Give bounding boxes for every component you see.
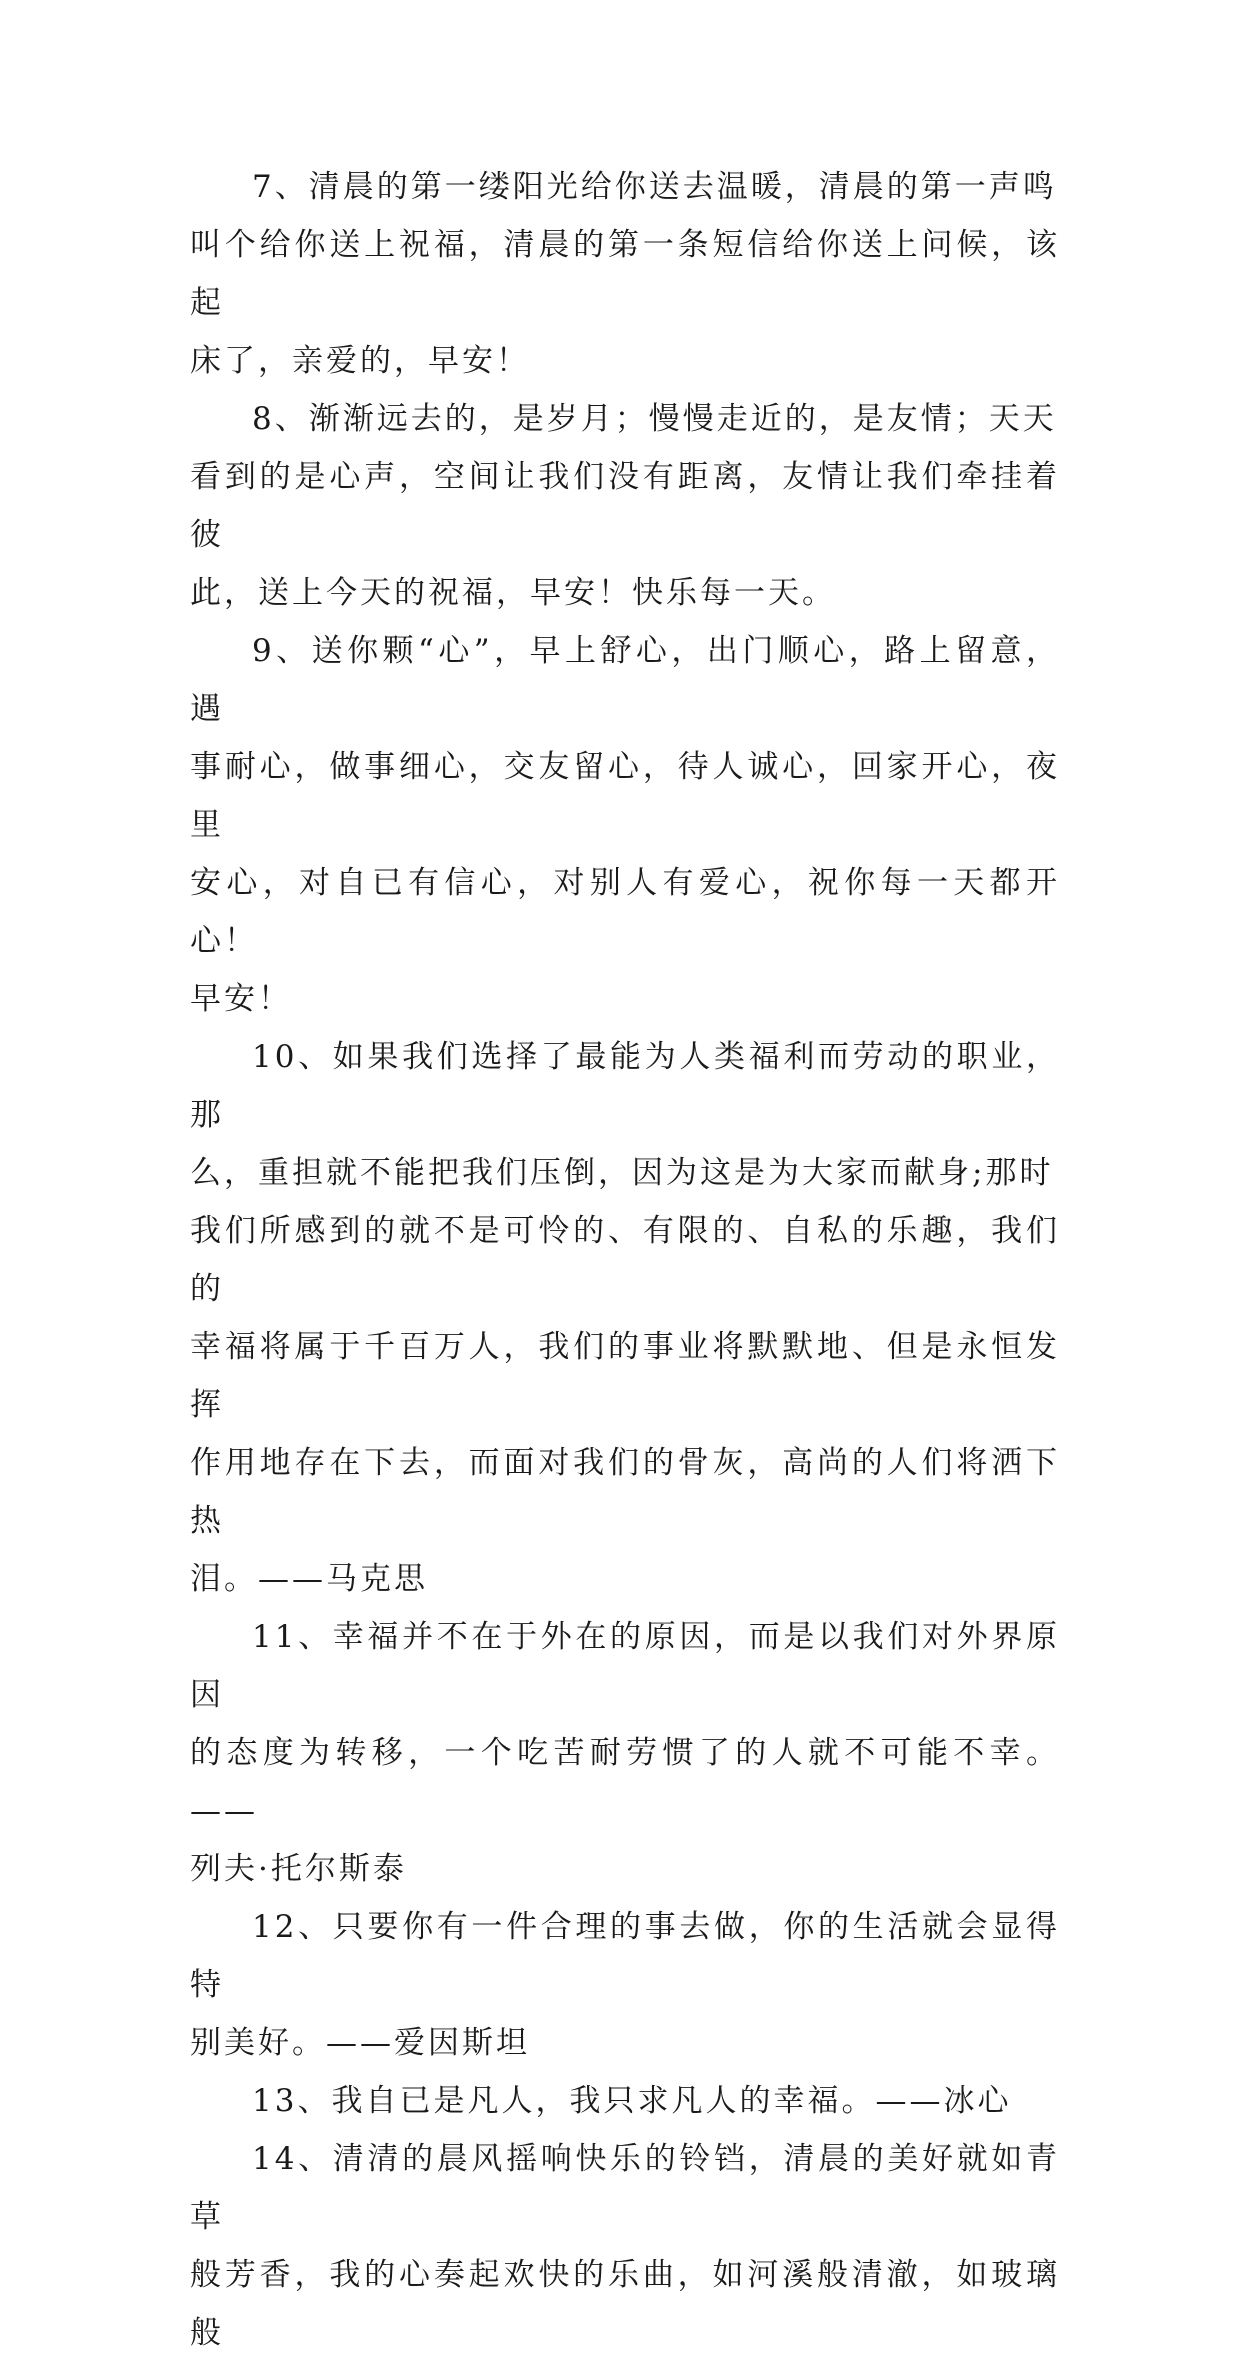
paragraph-7: 7、清晨的第一缕阳光给你送去温暖，清晨的第一声鸣 叫个给你送上祝福，清晨的第一条短信给你送上问候，该起 床了，亲爱的，早安！ (190, 169, 1060, 379)
paragraph-9: 9、送你颗“心”，早上舒心，出门顺心，路上留意，遇 事耐心，做事细心，交友留心，待人诚心，回家开心，夜里 安心，对自已有信心，对别人有爱心，祝你每一天都开心！ 早安！ (190, 633, 1060, 1017)
paragraph-13: 13、我自已是凡人，我只求凡人的幸福。——冰心 (252, 2083, 1012, 2119)
document-body (190, 158, 1060, 2362)
paragraph-14: 14、清清的晨风摇响快乐的铃铛，清晨的美好就如青草 般芳香，我的心奏起欢快的乐曲，如河溪般清澈，如玻璃般 (190, 2141, 1060, 2351)
paragraph-12: 12、只要你有一件合理的事去做，你的生活就会显得特 别美好。——爱因斯坦 (190, 1909, 1060, 2061)
paragraph-10: 10、如果我们选择了最能为人类福利而劳动的职业，那 么，重担就不能把我们压倒，因为这是为大家而献身;那时 我们所感到的就不是可怜的、有限的、自私的乐趣，我们的 幸福将属于千百万人，我们的事业将默默地、但是永恒发挥 作用地存在下去，而面对我们的骨灰，高尚的人们将洒下热 泪。——马克思 (190, 1039, 1060, 1597)
paragraph-8: 8、渐渐远去的，是岁月；慢慢走近的，是友情；天天 看到的是心声，空间让我们没有距离，友情让我们牵挂着彼 此，送上今天的祝福，早安！快乐每一天。 (190, 401, 1060, 611)
paragraph-11: 11、幸福并不在于外在的原因，而是以我们对外界原因 的态度为转移，一个吃苦耐劳惯了的人就不可能不幸。—— 列夫·托尔斯泰 (190, 1619, 1060, 1887)
